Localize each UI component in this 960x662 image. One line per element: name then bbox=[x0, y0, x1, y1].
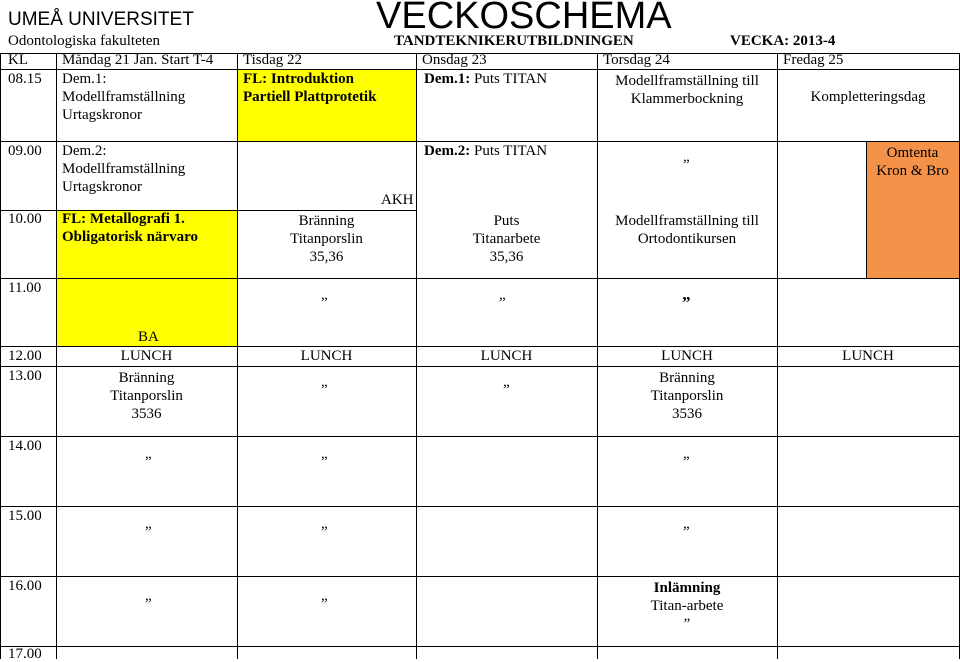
thu-branning-label: Bränning bbox=[659, 370, 715, 386]
ditto-mark: ” bbox=[683, 616, 691, 632]
mon-dem1-label: Dem.1: bbox=[62, 71, 107, 87]
page-title: VECKOSCHEMA bbox=[376, 0, 672, 37]
lunch-label: LUNCH bbox=[661, 348, 713, 364]
thu-modell-text: Klammerbockning bbox=[630, 91, 744, 107]
mon-dem2-text: Urtagskronor bbox=[62, 179, 142, 195]
mon-dem2-text: Modellframställning bbox=[62, 161, 186, 177]
tue-intro-label: FL: Introduktion bbox=[243, 71, 355, 87]
mon-metallografi-label: FL: Metallografi 1. bbox=[62, 211, 185, 227]
time-label: 11.00 bbox=[8, 280, 42, 296]
col-wednesday: Onsdag 23 bbox=[422, 52, 487, 68]
thu-branning-room: 3536 bbox=[672, 406, 702, 422]
lunch-label: LUNCH bbox=[300, 348, 353, 364]
lunch-label: LUNCH bbox=[842, 348, 894, 364]
tue-branning-text: Titanporslin bbox=[290, 231, 363, 247]
thu-inlamning-cell bbox=[597, 579, 777, 633]
ditto-mark: ” bbox=[683, 454, 690, 470]
wed-dem1-title: Dem.1: bbox=[424, 71, 471, 87]
tue-branning-cell bbox=[237, 212, 416, 266]
mon-branning-text: Titanporslin bbox=[110, 388, 183, 404]
tue-intro-text: Partiell Plattprotetik bbox=[243, 89, 377, 105]
ditto-mark: ” bbox=[321, 454, 328, 470]
program-name: TANDTEKNIKERUTBILDNINGEN bbox=[394, 33, 634, 49]
ditto-mark: ” bbox=[683, 524, 690, 540]
time-label: 14.00 bbox=[8, 438, 42, 454]
thu-ortodonti-text: Ortodontikursen bbox=[637, 231, 737, 247]
ditto-mark: ” bbox=[682, 293, 691, 312]
week-label: VECKA: 2013-4 bbox=[730, 33, 836, 49]
thu-inlamning-text: Titan-arbete bbox=[650, 598, 724, 614]
wed-puts-room: 35,36 bbox=[489, 249, 524, 265]
wed-dem1-text: Puts TITAN bbox=[473, 71, 548, 87]
wed-dem1-label bbox=[424, 72, 547, 87]
col-friday: Fredag 25 bbox=[783, 52, 844, 68]
wed-dem2-label bbox=[424, 144, 547, 159]
tue-branning-label: Bränning bbox=[298, 213, 355, 229]
ditto-mark: ” bbox=[145, 524, 152, 540]
time-label: 16.00 bbox=[8, 578, 42, 594]
col-tuesday: Tisdag 22 bbox=[243, 52, 303, 68]
lunch-label: LUNCH bbox=[480, 348, 533, 364]
mon-ba-label: BA bbox=[138, 329, 159, 345]
university-name: UMEÅ UNIVERSITET bbox=[8, 9, 194, 30]
time-label: 10.00 bbox=[8, 211, 42, 227]
lunch-label: LUNCH bbox=[120, 348, 173, 364]
tue-branning-room: 35,36 bbox=[309, 249, 344, 265]
thu-ortodonti-cell bbox=[597, 212, 777, 248]
mon-metallografi-note: Obligatorisk närvaro bbox=[62, 229, 198, 245]
col-monday: Måndag 21 Jan. Start T-4 bbox=[62, 52, 214, 68]
thu-ortodonti-label: Modellframställning till bbox=[615, 213, 759, 229]
col-time: KL bbox=[8, 52, 28, 68]
ditto-mark: ” bbox=[683, 157, 690, 173]
tue-akh-label: AKH bbox=[381, 192, 414, 208]
wed-puts-label: Puts bbox=[493, 213, 520, 229]
wed-dem2-text: Puts TITAN bbox=[473, 143, 548, 159]
time-label: 12.00 bbox=[8, 348, 42, 364]
ditto-mark: ” bbox=[321, 382, 328, 398]
thu-modell-label: Modellframställning till bbox=[615, 73, 759, 89]
time-label: 17.00 bbox=[8, 646, 42, 662]
ditto-mark: ” bbox=[321, 596, 328, 612]
time-label: 09.00 bbox=[8, 143, 42, 159]
thu-inlamning-label: Inlämning bbox=[653, 580, 721, 596]
ditto-mark: ” bbox=[499, 295, 506, 311]
ditto-mark: ” bbox=[145, 596, 152, 612]
faculty-name: Odontologiska fakulteten bbox=[8, 33, 161, 49]
ditto-mark: ” bbox=[321, 295, 328, 311]
fri-omtenta-text bbox=[866, 144, 959, 180]
col-thursday: Torsdag 24 bbox=[603, 52, 670, 68]
fri-omtenta-label: Omtenta bbox=[886, 145, 939, 161]
mon-dem2-label: Dem.2: bbox=[62, 143, 107, 159]
mon-branning-cell bbox=[56, 369, 237, 423]
thu-branning-cell bbox=[597, 369, 777, 423]
wed-dem2-title: Dem.2: bbox=[424, 143, 471, 159]
mon-dem1-text: Urtagskronor bbox=[62, 107, 142, 123]
thu-modell-cell bbox=[597, 72, 777, 108]
wed-puts-cell bbox=[416, 212, 597, 266]
ditto-mark: ” bbox=[503, 382, 510, 398]
mon-dem1-text: Modellframställning bbox=[62, 89, 186, 105]
time-label: 15.00 bbox=[8, 508, 42, 524]
mon-branning-room: 3536 bbox=[131, 406, 162, 422]
fri-komplettering-label: Kompletteringsdag bbox=[810, 89, 926, 105]
ditto-mark: ” bbox=[321, 524, 328, 540]
mon-branning-label: Bränning bbox=[118, 370, 175, 386]
ditto-mark: ” bbox=[145, 454, 152, 470]
time-label: 13.00 bbox=[8, 368, 42, 384]
fri-omtenta-sub: Kron & Bro bbox=[876, 163, 949, 179]
wed-puts-text: Titanarbete bbox=[472, 231, 541, 247]
time-label: 08.15 bbox=[8, 71, 42, 87]
thu-branning-text: Titanporslin bbox=[650, 388, 724, 404]
